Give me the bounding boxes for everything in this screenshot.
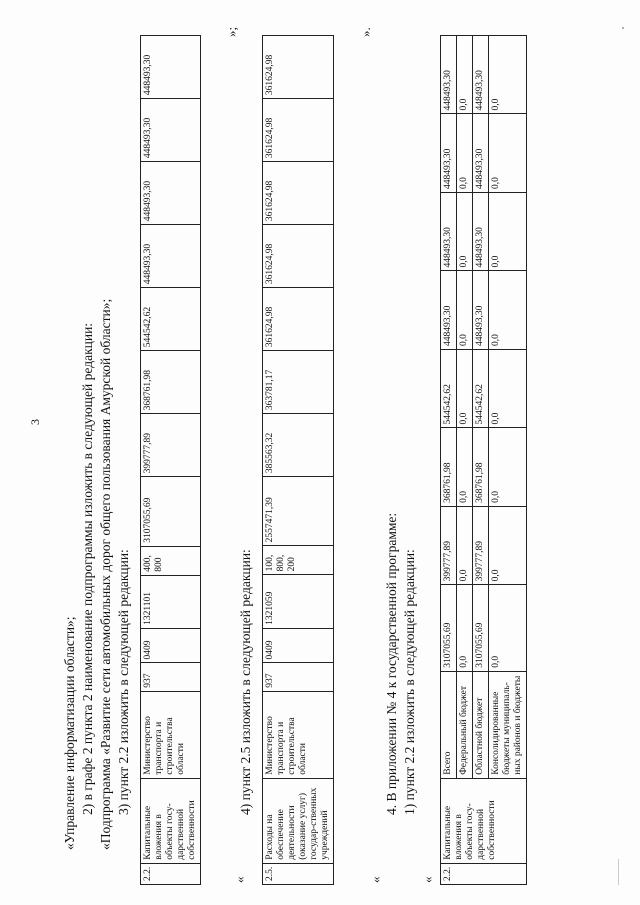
- value-cell: 363781,17: [263, 351, 334, 414]
- open-quote-mark: «: [232, 876, 247, 883]
- value-cell: 544542,62: [141, 288, 201, 351]
- value-cell: 0,0: [456, 114, 472, 192]
- item-number: 2.5.: [263, 863, 334, 884]
- code-grbs: 937: [263, 663, 334, 691]
- value-cell: 2557471,39: [263, 477, 334, 546]
- item-name: Капитальные вложения в объекты госу-дарственной собственности: [141, 778, 201, 863]
- source-label: Всего: [441, 671, 457, 778]
- value-cell: 0,0: [488, 36, 526, 115]
- value-cell: 0,0: [488, 192, 526, 270]
- value-cell: 0,0: [456, 506, 472, 584]
- value-cell: 361624,98: [263, 162, 334, 225]
- value-cell: 544542,62: [441, 349, 457, 427]
- value-cell: 368761,98: [472, 428, 488, 506]
- table-item-2-5: [262, 35, 334, 885]
- value-cell: 544542,62: [472, 349, 488, 427]
- value-cell: 448493,30: [472, 271, 488, 349]
- table-row: [141, 36, 201, 885]
- close-quote-mark: »;: [224, 26, 239, 37]
- value-cell: 0,0: [488, 585, 526, 671]
- value-cell: 385563,32: [263, 414, 334, 477]
- source-label: Областной бюджет: [472, 671, 488, 778]
- value-cell: 448493,30: [141, 162, 201, 225]
- close-quote-mark: ».: [358, 27, 373, 37]
- value-cell: 0,0: [456, 271, 472, 349]
- value-cell: 448493,30: [441, 114, 457, 192]
- value-cell: 0,0: [456, 192, 472, 270]
- value-cell: 361624,98: [263, 288, 334, 351]
- value-cell: 3107055,69: [472, 585, 488, 671]
- table-row: [488, 36, 526, 885]
- code-rzpr: 0409: [263, 628, 334, 663]
- value-cell: 448493,30: [472, 192, 488, 270]
- code-csr: 1321059: [263, 575, 334, 629]
- value-cell: 0,0: [488, 428, 526, 506]
- value-cell: 448493,30: [141, 36, 201, 99]
- value-cell: 0,0: [488, 349, 526, 427]
- code-vr: 100, 800, 200: [263, 546, 334, 575]
- scan-artifact: [618, 859, 619, 885]
- text-line-2: 2) в графе 2 пункта 2 наименование подпрограммы изложить в следующей редакции:: [80, 322, 95, 815]
- value-cell: 0,0: [488, 271, 526, 349]
- executor: Министерство транспорта и строительства области: [263, 691, 334, 778]
- value-cell: 448493,30: [472, 36, 488, 115]
- value-cell: 399777,89: [141, 414, 201, 477]
- item-name: Капитальные вложения в объекты госу-дарственной собственности: [441, 778, 527, 863]
- code-rzpr: 0409: [141, 628, 201, 663]
- value-cell: 361624,98: [263, 99, 334, 162]
- text-line-4: 3) пункт 2.2 изложить в следующей редакции:: [116, 549, 131, 815]
- table-row: [472, 36, 488, 885]
- item-number: 2.2.: [141, 863, 201, 884]
- value-cell: 399777,89: [441, 506, 457, 584]
- text-line-7: 1) пункт 2.2 изложить в следующей редакции:: [402, 549, 417, 815]
- value-cell: 361624,98: [263, 36, 334, 99]
- source-label: Консолидированные бюджеты муниципаль-ных районов и бюджеты: [488, 671, 526, 778]
- code-csr: 1321101: [141, 575, 201, 628]
- value-cell: 448493,30: [441, 271, 457, 349]
- page-number: 3: [28, 419, 42, 425]
- executor: Министерство транспорта и строительства области: [141, 691, 201, 778]
- table-item-2-2: [140, 35, 201, 885]
- item-name: Расходы на обеспечение деятельности (оказание услуг) государ-ственных учреждений: [263, 778, 334, 863]
- value-cell: 448493,30: [141, 99, 201, 162]
- table-row: [263, 36, 334, 885]
- value-cell: 448493,30: [472, 114, 488, 192]
- value-cell: 0,0: [456, 349, 472, 427]
- value-cell: 368761,98: [141, 351, 201, 414]
- value-cell: 0,0: [456, 428, 472, 506]
- scan-artifact: [622, 27, 624, 29]
- value-cell: 448493,30: [141, 225, 201, 288]
- value-cell: 0,0: [456, 585, 472, 671]
- value-cell: 399777,89: [472, 506, 488, 584]
- source-label: Федеральный бюджет: [456, 671, 472, 778]
- code-vr: 400, 800: [141, 546, 201, 575]
- open-quote-mark: «: [368, 876, 383, 883]
- text-line-1: «Управление информатизации области»;: [62, 616, 77, 850]
- value-cell: 3107055,69: [441, 585, 457, 671]
- open-quote-mark: «: [420, 876, 435, 883]
- value-cell: 0,0: [456, 36, 472, 115]
- item-number: 2.2.: [441, 863, 527, 884]
- value-cell: 368761,98: [441, 428, 457, 506]
- value-cell: 0,0: [488, 506, 526, 584]
- text-line-5: 4) пункт 2.5 изложить в следующей редакции:: [238, 549, 253, 815]
- table-row: [441, 36, 457, 885]
- value-cell: 0,0: [488, 114, 526, 192]
- code-grbs: 937: [141, 663, 201, 691]
- value-cell: 448493,30: [441, 192, 457, 270]
- value-cell: 3107055,69: [141, 477, 201, 546]
- table-item-2-2-funding: [440, 35, 527, 885]
- value-cell: 361624,98: [263, 225, 334, 288]
- text-line-6: 4. В приложении № 4 к государственной программе:: [384, 512, 399, 815]
- text-line-3: «Подпрограмма «Развитие сети автомобильных дорог общего пользования Амурской области»;: [98, 298, 113, 850]
- table-row: [456, 36, 472, 885]
- value-cell: 448493,30: [441, 36, 457, 115]
